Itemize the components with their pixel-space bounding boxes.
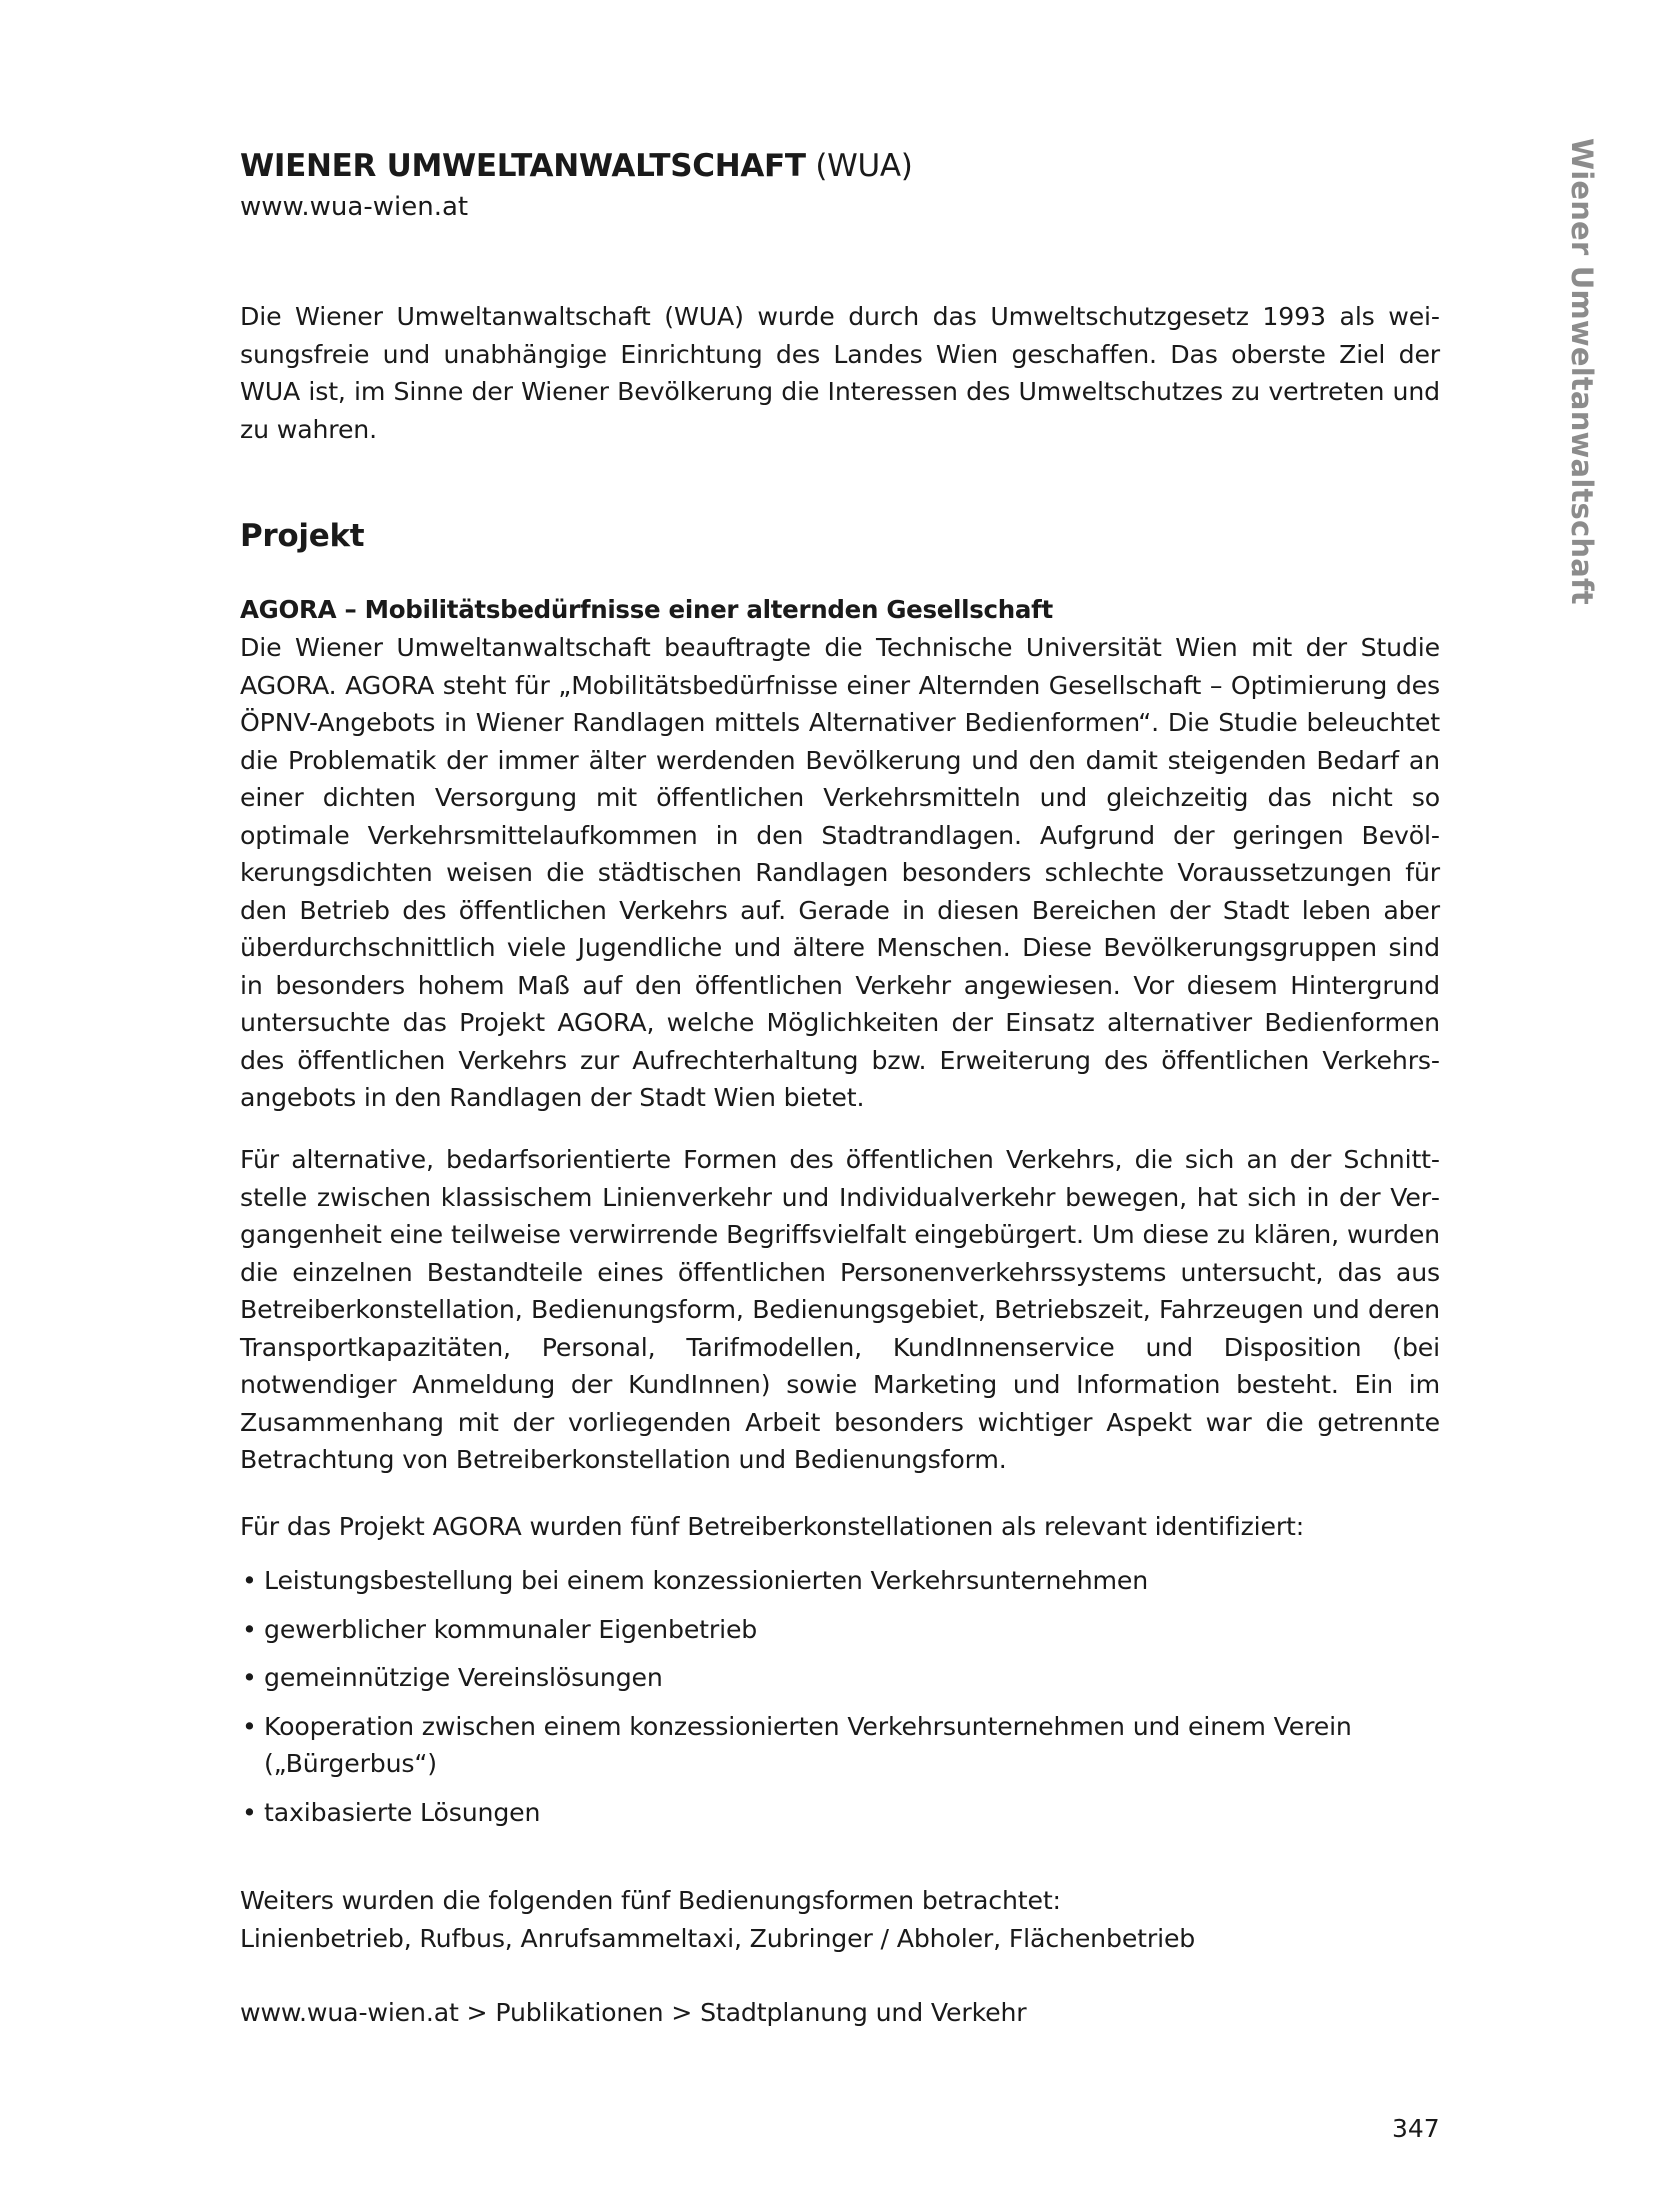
page-title (240, 146, 913, 186)
bullet-icon: • (242, 1614, 257, 1644)
side-tab-label: Wiener Umweltanwaltschaft (1565, 138, 1599, 605)
list-item-text: gemeinnützige Vereinslösungen (264, 1663, 663, 1692)
project-paragraph-3: Für das Projekt AGORA wurden fünf Betreiberkonstellationen als relevant identifiziert: (240, 1512, 1305, 1541)
publication-link[interactable]: www.wua-wien.at > Publikationen > Stadtplanung und Verkehr (240, 1998, 1027, 2027)
bullet-icon: • (242, 1797, 257, 1827)
project-paragraph-4 (240, 1882, 1440, 1957)
project-paragraph-1: Die Wiener Umweltanwaltschaft beauftragte die Technische Universität Wien mit der Studie AGORA. AGORA steht für „Mobilitätsbedürfnisse einer Alternden Gesellschaft – Optimierung des ÖPNV-Angebots in Wiener Randlagen mittels Alternativer Bedienformen“. Die Studie beleuchtet die Problematik der immer älter werdenden Bevölkerung und den damit steigenden Bedarf an einer dichten Versorgung mit öffentlichen Verkehrsmitteln und gleichzeitig das nicht so optimale Verkehrsmittelaufkommen in den Stadtrandlagen. Aufgrund der geringen Bevölkerungsdichten weisen die städtischen Randlagen besonders schlechte Voraussetzungen für den Betrieb des öffentlichen Verkehrs auf. Gerade in diesen Bereichen der Stadt leben aber überdurchschnittlich viele Jugendliche und ältere Menschen. Diese Bevölkerungsgruppen sind in besonders hohem Maß auf den öffentlichen Verkehr angewiesen. Vor diesem Hintergrund untersuchte das Projekt AGORA, welche Möglichkeiten der Einsatz alternativer Bedienformen des öffentlichen Verkehrs zur Aufrechterhaltung bzw. Erweiterung des öffentlichen Verkehrsangebots in den Randlagen der Stadt Wien bietet. (240, 633, 1440, 1112)
list-item (240, 1659, 1440, 1697)
list-item-text: gewerblicher kommunaler Eigenbetrieb (264, 1614, 758, 1644)
page-number: 347 (1392, 2114, 1440, 2143)
project-subheading: AGORA – Mobilitätsbedürfnisse einer alternden Gesellschaft (240, 595, 1053, 624)
operator-list (240, 1562, 1440, 1842)
list-item (240, 1611, 1440, 1649)
page-title-main: WIENER UMWELTANWALTSCHAFT (240, 148, 806, 184)
side-tab (1565, 138, 1609, 605)
bullet-icon: • (242, 1663, 257, 1692)
list-item (240, 1562, 1440, 1600)
list-item (240, 1794, 1440, 1832)
bullet-icon: • (242, 1711, 257, 1741)
list-item-text: Leistungsbestellung bei einem konzessionierten Verkehrsunternehmen (264, 1566, 1149, 1595)
paragraph-4-line-2: Linienbetrieb, Rufbus, Anrufsammeltaxi, Zubringer / Abholer, Flächenbetrieb (240, 1923, 1196, 1953)
project-paragraph-2: Für alternative, bedarfsorientierte Formen des öffentlichen Verkehrs, die sich an der Schnittstelle zwischen klassischem Linienverkehr und Individualverkehr bewegen, hat sich in der Vergangenheit eine teilweise verwirrende Begriffsvielfalt eingebürgert. Um diese zu klären, wurden die einzelnen Bestandteile eines öffentlichen Personenverkehrssystems untersucht, das aus Betreiberkonstellation, Bedienungsform, Bedienungsgebiet, Betriebszeit, Fahrzeugen und deren Transportkapazitäten, Personal, Tarifmodellen, KundInnenservice und Disposition (bei notwendiger Anmeldung der KundInnen) sowie Marketing und Information besteht. Ein im Zusammenhang mit der vorliegenden Arbeit besonders wichtiger Aspekt war die getrennte Betrachtung von Betreiberkonstellation und Bedienungsform. (240, 1145, 1440, 1474)
paragraph-4-line-1: Weiters wurden die folgenden fünf Bedienungsformen betrachtet: (240, 1886, 1061, 1915)
page-content (240, 0, 1440, 2205)
page-title-suffix: (WUA) (815, 148, 913, 184)
section-heading: Projekt (240, 518, 365, 554)
list-item-text: taxibasierte Lösungen (264, 1797, 541, 1827)
intro-paragraph: Die Wiener Umweltanwaltschaft (WUA) wurde durch das Umweltschutzgesetz 1993 als weisungsfreie und unabhängige Einrichtung des Landes Wien geschaffen. Das oberste Ziel der WUA ist, im Sinne der Wiener Bevölkerung die Interessen des Umweltschutzes zu vertreten und zu wahren. (240, 302, 1440, 444)
list-item (240, 1708, 1440, 1783)
bullet-icon: • (242, 1566, 257, 1595)
website-link[interactable]: www.wua-wien.at (240, 192, 469, 222)
list-item-text: Kooperation zwischen einem konzessionierten Verkehrsunternehmen und einem Verein („Bürgerbus“) (264, 1711, 1352, 1778)
